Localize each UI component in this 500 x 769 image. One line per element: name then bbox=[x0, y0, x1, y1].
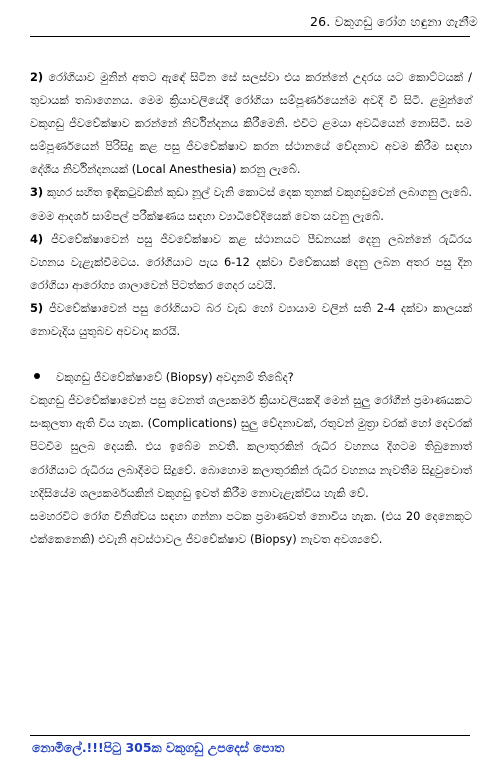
page-header: 26. වකුගඩු රෝග හඳුනා ගැනීම bbox=[309, 14, 478, 29]
paragraph-step-3 bbox=[30, 181, 472, 227]
step-number: 5) bbox=[30, 300, 44, 315]
sample-paragraph: සමහරවිට රෝග විනිශ්චය සඳහා ගන්නා පටක ප්‍රමාණවත් නොවිය හැක. (එය 20 දෙනෙකුට එක්කෙනෙකි) එවැනි අවස්ථාවල ජීවවේක්ෂාව (Biopsy) නැවත අවශ්‍යවේ. bbox=[30, 508, 472, 546]
paragraph-step-2 bbox=[30, 66, 472, 181]
footer-text: නොමිලේ.!!!පිටු 305ක වකුගඩු උපදෙස් පොත bbox=[32, 740, 285, 755]
step-text: ජීවවේක්ෂාවෙන් පසු රෝගියාට බර වැඩ හෝ ව්‍යායාම වලින් සති 2-4 දක්වා කාලයක් නොවැදිය යුතුබව අවවාද කරයි. bbox=[30, 300, 472, 339]
step-text: ජීවවේක්ෂාවෙන් පසු ජීවවේක්ෂාව කළ ස්ථානයට පීඩනයක් දෙනු ලබන්නේ රුධිරය වහනය වැළැක්වීමටය. රෝගියාට පැය 6-12 දක්වා විවේකයක් දෙනු ලබන අතර පසු දින රෝගියා ආරෝග්‍ය ශාලාවෙන් පිටත්කර ගෙදර යවයි. bbox=[30, 231, 472, 292]
step-text: කුහර සහිත ඉඳිකටුවකින් කුඩා නූල් වැනි කොටස් දෙක තුනක් වකුගඩුවෙන් ලබාගනු ලැබේ. මෙම ආදර්ශ සාම්පල් පරීක්ෂණය සඳහා ව්‍යාධිවේදියෙක් වෙත යවනු ලැබේ. bbox=[30, 185, 472, 223]
bullet-question bbox=[30, 366, 472, 389]
paragraph-step-5 bbox=[30, 297, 472, 343]
step-text: රෝගියාව මුනින් අතට ඇඳේ සිටින සේ සලස්වා එය කරන්නේ උදරය යට කොට්ටයක් / තුවායක් තබාගෙනය. මෙම ක්‍රියාවලියේදී රෝගියා සම්පූර්ණයෙන්ම අවදි වී සිටී. ළමුන්ගේ වකුගඩු ජීවවේක්ෂාව කරන්නේ නිර්වින්දනය කිරීමෙනි. එවිට ළමයා අවධියෙන් නොසිටී. සම සම්පූර්ණයෙන් පිරිසිදු කළ පසු ජීවවේක්ෂාව කරන ස්ථානයේ වේදනාව අවම කිරීම සඳහා දේශීය නිර්වින්දනයක් (Local Anesthesia) කරනු ලැබේ. bbox=[30, 70, 473, 177]
step-number: 2) bbox=[30, 70, 44, 84]
question-text: වකුගඩු ජීවවේක්ෂාවේ (Biopsy) අවදානම් තිබේද? bbox=[56, 370, 294, 385]
page-body bbox=[30, 66, 472, 551]
bullet-dot-icon bbox=[34, 373, 40, 379]
risk-paragraph: වකුගඩු ජීවවේක්ෂාවෙන් පසු වෙනත් ශල්‍යකර්ම ක්‍රියාවලියකදී මෙන් සුලු රෝගීන් ප්‍රමාණයකට සංකූලතා ඇති විය හැක. (Complications) සුලු වේදනාවක්, රතුවන් මුත්‍රා වරක් හෝ දෙවරක් පිටවීම සුලබ දෙයකි. එය ඉබේම නවතී. කලාතුරකින් රුධිර වහනය දිගටම තිබුනොත් රෝගියාට රුධිරය ලබාදීමට සිදුවේ. බොහොම කලාතුරකින් රුධිර වහනය නැවතීම සිදුවුවොත් හදිසියේම ශල්‍යකර්මයකින් වකුගඩු ඉවත් කිරීම නොවැළැක්විය හැකි වේ. bbox=[30, 393, 472, 500]
step-number: 4) bbox=[30, 231, 44, 246]
footer-divider bbox=[30, 735, 470, 736]
step-number: 3) bbox=[30, 185, 44, 200]
spacer bbox=[30, 343, 472, 366]
header-divider bbox=[30, 36, 470, 37]
paragraph-step-4 bbox=[30, 228, 472, 297]
